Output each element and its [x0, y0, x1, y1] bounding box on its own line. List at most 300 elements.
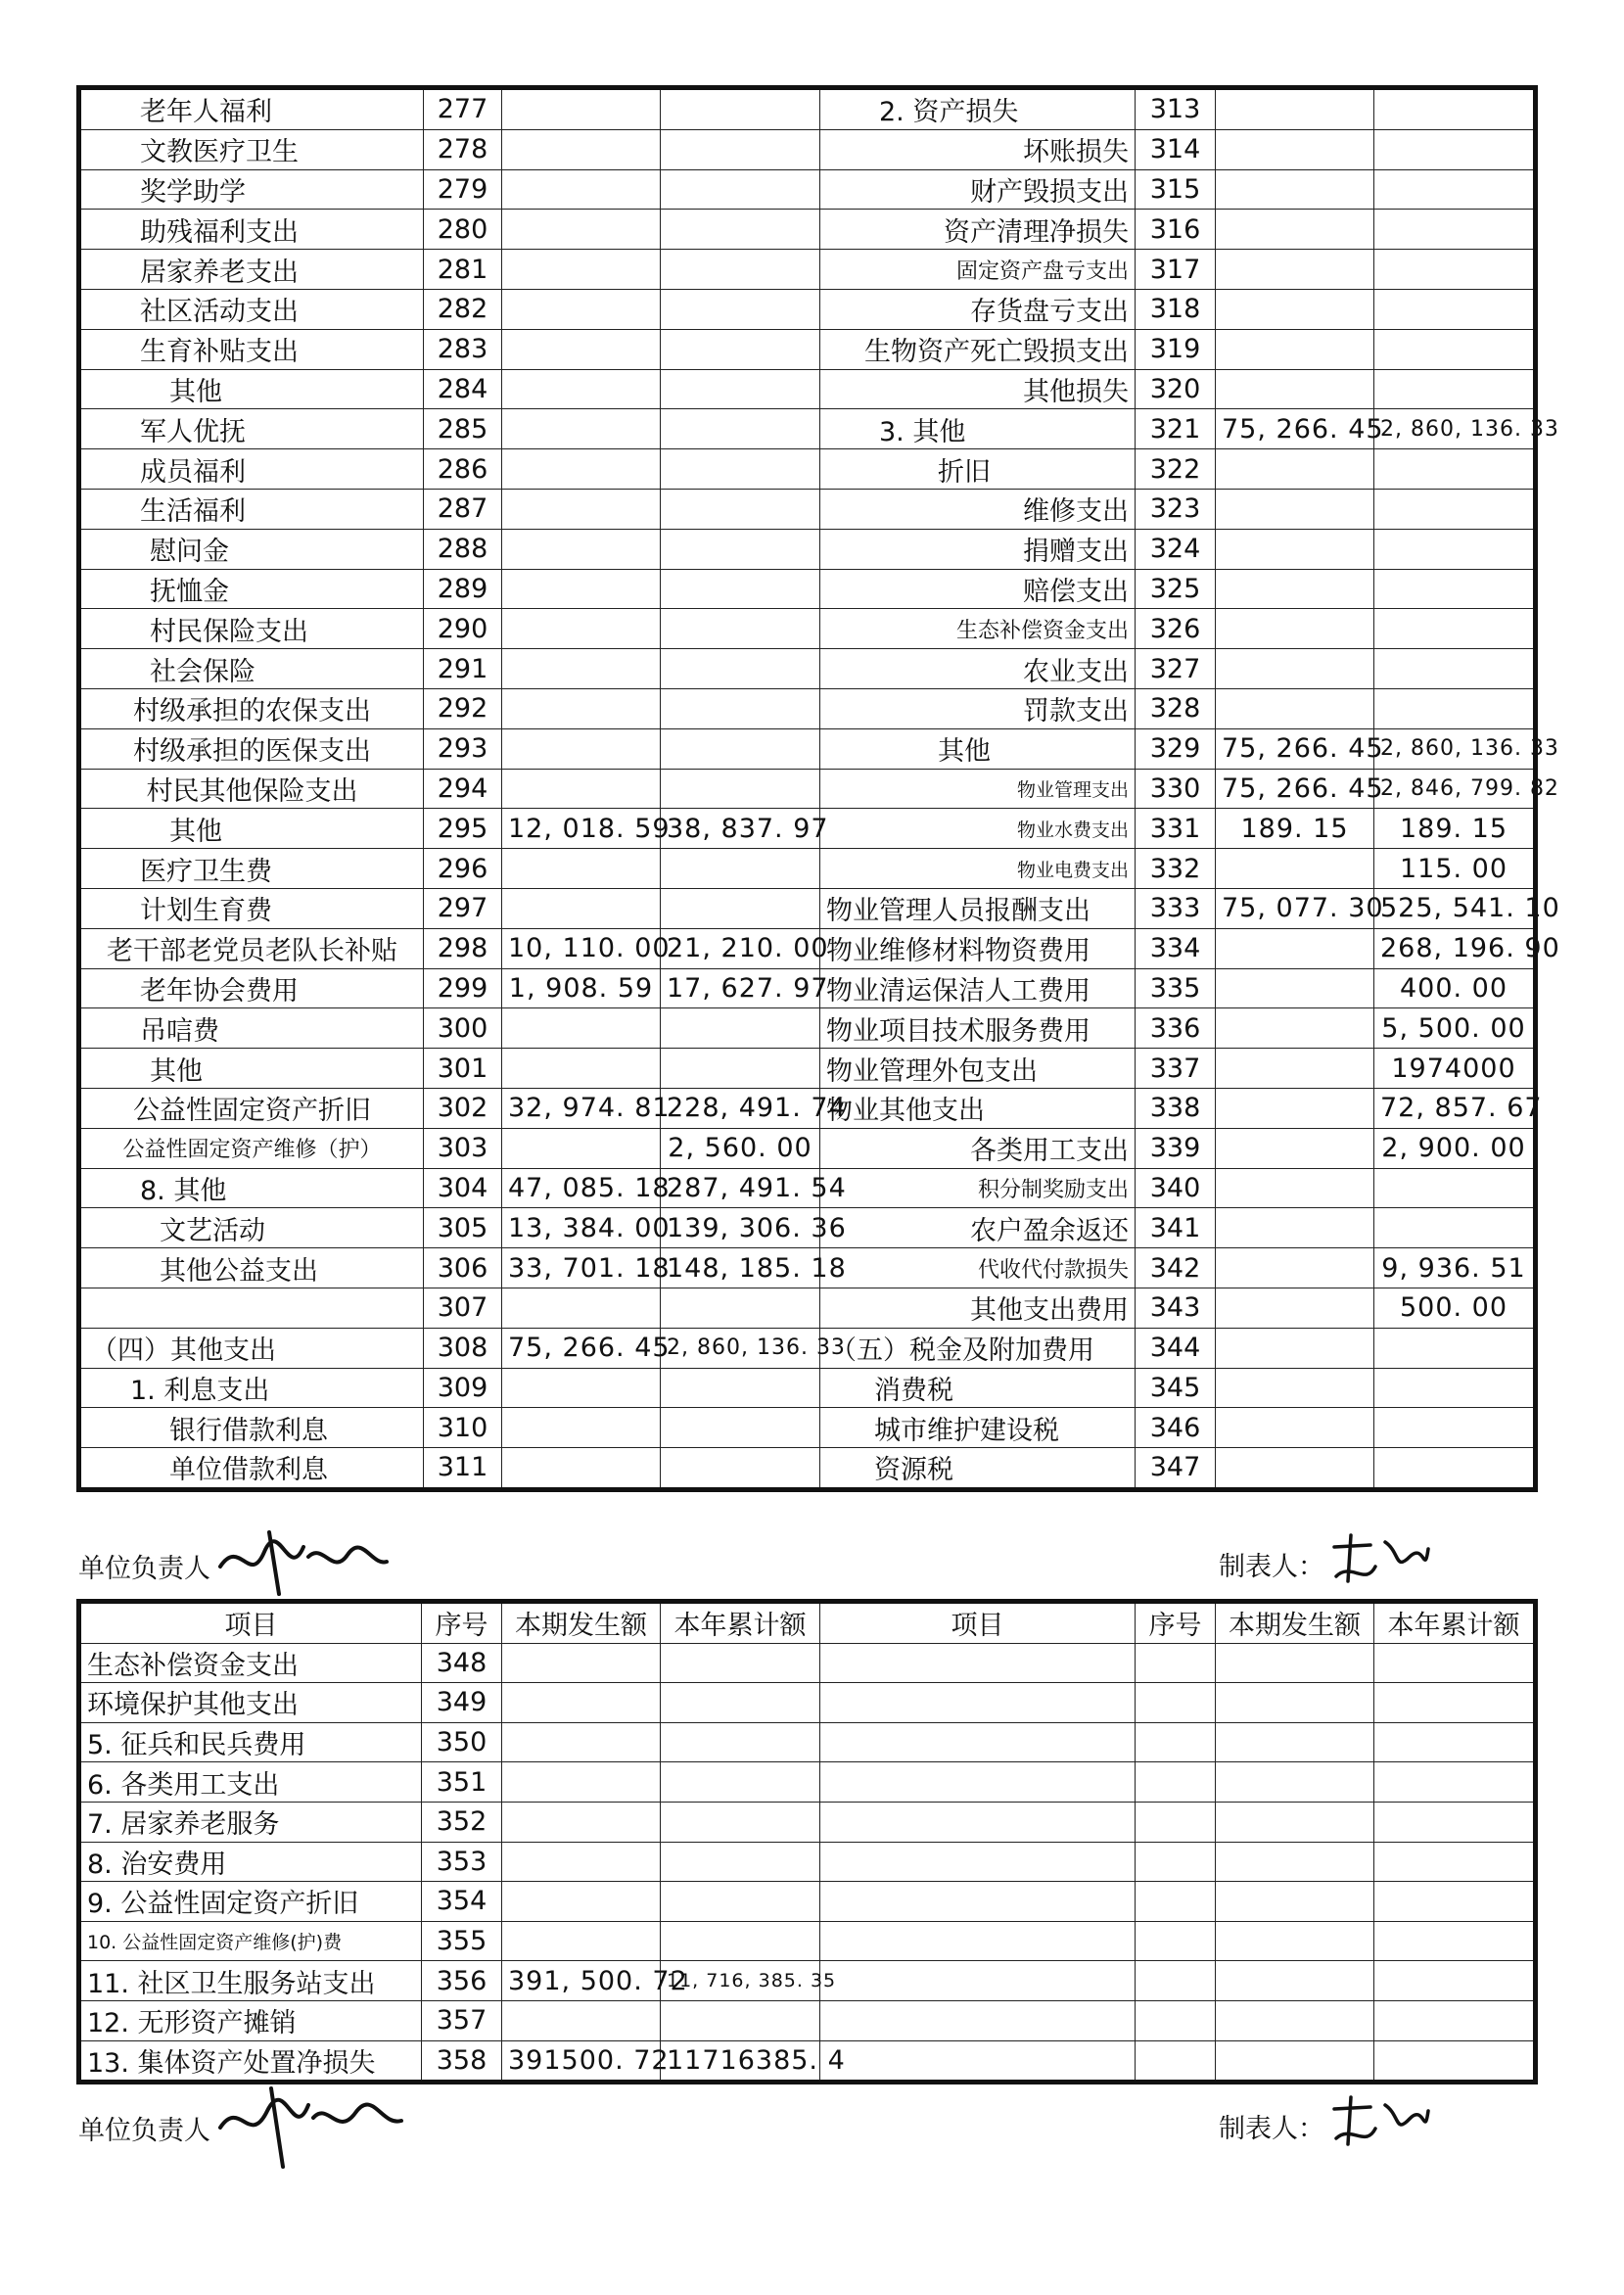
right-item-name: 物业清运保洁人工费用 [820, 968, 1136, 1008]
left-ytd-amount [661, 329, 820, 369]
table-row [79, 728, 1536, 769]
left-seq-number: 281 [424, 250, 502, 290]
right-current-amount [1216, 1802, 1374, 1842]
left-current-amount [502, 1288, 661, 1328]
left-current-amount [502, 849, 661, 889]
header-ytd-2: 本年累计额 [1374, 1602, 1536, 1644]
left-current-amount [502, 489, 661, 529]
table-row [79, 449, 1536, 490]
right-item-name [820, 2040, 1136, 2083]
signature-row-1 [0, 1527, 1624, 1596]
right-item-name: 生物资产死亡毁损支出 [820, 329, 1136, 369]
right-seq-number [1136, 1722, 1216, 1762]
right-ytd-amount [1374, 129, 1536, 169]
right-seq-number: 337 [1136, 1049, 1216, 1089]
left-ytd-amount: 228, 491. 74 [661, 1088, 820, 1128]
right-ytd-amount [1374, 250, 1536, 290]
right-ytd-amount: 2, 860, 136. 33 [1374, 409, 1536, 449]
right-seq-number: 331 [1136, 809, 1216, 849]
left-current-amount [502, 1722, 661, 1762]
left-item-name: 老干部老党员老队长补贴 [79, 928, 424, 968]
left-ytd-amount [661, 1762, 820, 1803]
left-ytd-amount [661, 649, 820, 689]
right-item-name: 物业管理支出 [820, 769, 1136, 809]
right-ytd-amount [1374, 529, 1536, 569]
right-item-name: 固定资产盘亏支出 [820, 250, 1136, 290]
right-seq-number [1136, 1842, 1216, 1882]
right-ytd-amount [1374, 1802, 1536, 1842]
table-row [79, 529, 1536, 569]
right-ytd-amount [1374, 1643, 1536, 1683]
left-current-amount [502, 409, 661, 449]
table-row [79, 409, 1536, 449]
table-row [79, 2040, 1536, 2083]
right-item-name: 物业项目技术服务费用 [820, 1008, 1136, 1049]
right-seq-number [1136, 1762, 1216, 1803]
right-seq-number: 322 [1136, 449, 1216, 490]
right-current-amount [1216, 1049, 1374, 1089]
right-current-amount [1216, 1368, 1374, 1408]
left-item-name: 助残福利支出 [79, 210, 424, 250]
table-row [79, 1921, 1536, 1961]
left-current-amount [502, 1882, 661, 1922]
left-seq-number: 306 [424, 1248, 502, 1288]
right-current-amount [1216, 88, 1374, 130]
left-seq-number: 305 [424, 1208, 502, 1248]
table-row [79, 250, 1536, 290]
left-ytd-amount: 21, 210. 00 [661, 928, 820, 968]
left-item-name: 公益性固定资产维修（护） [79, 1128, 424, 1168]
left-ytd-amount [661, 1288, 820, 1328]
right-current-amount [1216, 688, 1374, 728]
right-current-amount [1216, 2000, 1374, 2040]
table-row [79, 489, 1536, 529]
right-current-amount [1216, 369, 1374, 409]
right-seq-number: 339 [1136, 1128, 1216, 1168]
preparer-label: 制表人： [1219, 1552, 1324, 1582]
left-seq-number: 351 [422, 1762, 502, 1803]
left-item-name: 老年人福利 [79, 88, 424, 130]
left-seq-number: 296 [424, 849, 502, 889]
right-seq-number: 342 [1136, 1248, 1216, 1288]
left-current-amount [502, 1683, 661, 1723]
table-row [79, 928, 1536, 968]
left-item-name: 环境保护其他支出 [79, 1683, 422, 1723]
left-ytd-amount: 287, 491. 54 [661, 1168, 820, 1208]
right-item-name [820, 1722, 1136, 1762]
right-seq-number: 333 [1136, 888, 1216, 928]
table-row [79, 88, 1536, 130]
left-ytd-amount [661, 250, 820, 290]
left-ytd-amount: 139, 306. 36 [661, 1208, 820, 1248]
left-item-name: 生育补贴支出 [79, 329, 424, 369]
left-item-name: 7. 居家养老服务 [79, 1802, 422, 1842]
right-ytd-amount [1374, 369, 1536, 409]
left-current-amount: 391, 500. 72 [502, 1961, 661, 2001]
left-current-amount [502, 1128, 661, 1168]
left-current-amount [502, 1762, 661, 1803]
right-current-amount [1216, 1248, 1374, 1288]
left-ytd-amount [661, 449, 820, 490]
left-item-name: 生活福利 [79, 489, 424, 529]
left-item-name: 社会保险 [79, 649, 424, 689]
right-current-amount [1216, 1762, 1374, 1803]
right-item-name: （五）税金及附加费用 [820, 1328, 1136, 1368]
right-item-name [820, 1842, 1136, 1882]
left-item-name: （四）其他支出 [79, 1328, 424, 1368]
left-current-amount [502, 769, 661, 809]
right-current-amount [1216, 449, 1374, 490]
right-current-amount [1216, 849, 1374, 889]
table-row [79, 809, 1536, 849]
left-current-amount [502, 1368, 661, 1408]
left-item-name: 老年协会费用 [79, 968, 424, 1008]
right-ytd-amount [1374, 449, 1536, 490]
left-ytd-amount [661, 728, 820, 769]
left-seq-number: 310 [424, 1408, 502, 1448]
right-item-name: 财产毁损支出 [820, 169, 1136, 210]
left-ytd-amount [661, 88, 820, 130]
left-seq-number: 300 [424, 1008, 502, 1049]
right-ytd-amount [1374, 1683, 1536, 1723]
right-item-name [820, 1802, 1136, 1842]
table-row [79, 1168, 1536, 1208]
left-seq-number: 353 [422, 1842, 502, 1882]
right-seq-number: 314 [1136, 129, 1216, 169]
right-current-amount: 75, 266. 45 [1216, 409, 1374, 449]
right-item-name: 资源税 [820, 1448, 1136, 1490]
right-current-amount [1216, 1882, 1374, 1922]
right-current-amount [1216, 1168, 1374, 1208]
table-row [79, 1248, 1536, 1288]
left-seq-number: 285 [424, 409, 502, 449]
header-item: 项目 [79, 1602, 422, 1644]
left-current-amount: 391500. 72 [502, 2040, 661, 2083]
left-ytd-amount [661, 2000, 820, 2040]
preparer-signature-2 [1326, 2087, 1434, 2156]
right-seq-number: 334 [1136, 928, 1216, 968]
left-seq-number: 292 [424, 688, 502, 728]
left-current-amount [502, 529, 661, 569]
left-seq-number: 356 [422, 1961, 502, 2001]
left-ytd-amount [661, 1008, 820, 1049]
right-seq-number [1136, 1643, 1216, 1683]
right-current-amount [1216, 2040, 1374, 2083]
right-item-name: 物业维修材料物资费用 [820, 928, 1136, 968]
right-seq-number: 344 [1136, 1328, 1216, 1368]
left-current-amount: 47, 085. 18 [502, 1168, 661, 1208]
right-ytd-amount [1374, 2040, 1536, 2083]
left-current-amount [502, 1921, 661, 1961]
table-row [79, 1802, 1536, 1842]
left-item-name [79, 1288, 424, 1328]
left-current-amount: 12, 018. 59 [502, 809, 661, 849]
left-current-amount [502, 888, 661, 928]
right-ytd-amount [1374, 688, 1536, 728]
unit-head-label: 单位负责人 [78, 1554, 210, 1584]
table-row [79, 1008, 1536, 1049]
left-item-name: 村民保险支出 [79, 609, 424, 649]
left-item-name: 慰问金 [79, 529, 424, 569]
right-ytd-amount [1374, 1448, 1536, 1490]
left-current-amount [502, 649, 661, 689]
table-row [79, 769, 1536, 809]
left-seq-number: 355 [422, 1921, 502, 1961]
right-ytd-amount [1374, 609, 1536, 649]
left-seq-number: 302 [424, 1088, 502, 1128]
bottom-ledger-body [79, 1643, 1536, 2083]
right-item-name: 物业其他支出 [820, 1088, 1136, 1128]
right-ytd-amount: 72, 857. 67 [1374, 1088, 1536, 1128]
right-item-name: 积分制奖励支出 [820, 1168, 1136, 1208]
right-item-name: 农业支出 [820, 649, 1136, 689]
left-seq-number: 283 [424, 329, 502, 369]
right-ytd-amount [1374, 289, 1536, 329]
left-current-amount [502, 1802, 661, 1842]
left-item-name: 11. 社区卫生服务站支出 [79, 1961, 422, 2001]
left-seq-number: 282 [424, 289, 502, 329]
unit-head-signature [210, 1527, 406, 1596]
table-row [79, 129, 1536, 169]
table-row [79, 1762, 1536, 1803]
right-seq-number: 338 [1136, 1088, 1216, 1128]
left-ytd-amount [661, 688, 820, 728]
right-ytd-amount [1374, 1842, 1536, 1882]
right-item-name [820, 1921, 1136, 1961]
right-seq-number: 336 [1136, 1008, 1216, 1049]
left-ytd-amount: 2, 560. 00 [661, 1128, 820, 1168]
right-current-amount: 75, 077. 30 [1216, 888, 1374, 928]
right-current-amount [1216, 968, 1374, 1008]
right-ytd-amount [1374, 169, 1536, 210]
table-row [79, 1683, 1536, 1723]
right-current-amount [1216, 1008, 1374, 1049]
left-ytd-amount [661, 1722, 820, 1762]
right-seq-number: 319 [1136, 329, 1216, 369]
left-current-amount [502, 1643, 661, 1683]
right-current-amount [1216, 1288, 1374, 1328]
table-row [79, 1842, 1536, 1882]
right-ytd-amount: 5, 500. 00 [1374, 1008, 1536, 1049]
left-seq-number: 290 [424, 609, 502, 649]
left-item-name: 吊唁费 [79, 1008, 424, 1049]
left-ytd-amount: 11716385. 4 [661, 2040, 820, 2083]
right-item-name: 罚款支出 [820, 688, 1136, 728]
left-item-name: 奖学助学 [79, 169, 424, 210]
right-current-amount [1216, 250, 1374, 290]
left-current-amount [502, 88, 661, 130]
left-seq-number: 348 [422, 1643, 502, 1683]
right-current-amount [1216, 1408, 1374, 1448]
table-row [79, 609, 1536, 649]
right-ytd-amount [1374, 1368, 1536, 1408]
table-row [79, 1328, 1536, 1368]
right-item-name: 赔偿支出 [820, 569, 1136, 609]
right-item-name: 坏账损失 [820, 129, 1136, 169]
left-current-amount [502, 169, 661, 210]
left-ytd-amount [661, 529, 820, 569]
right-item-name: 其他 [820, 728, 1136, 769]
right-current-amount [1216, 1448, 1374, 1490]
left-seq-number: 307 [424, 1288, 502, 1328]
right-ytd-amount: 9, 936. 51 [1374, 1248, 1536, 1288]
left-seq-number: 357 [422, 2000, 502, 2040]
right-seq-number: 320 [1136, 369, 1216, 409]
right-seq-number [1136, 1921, 1216, 1961]
right-ytd-amount [1374, 210, 1536, 250]
table-row [79, 888, 1536, 928]
left-ytd-amount [661, 769, 820, 809]
left-ytd-amount [661, 1643, 820, 1683]
left-ytd-amount [661, 289, 820, 329]
right-item-name: 其他支出费用 [820, 1288, 1136, 1328]
right-seq-number: 313 [1136, 88, 1216, 130]
left-seq-number: 354 [422, 1882, 502, 1922]
left-item-name: 10. 公益性固定资产维修(护)费 [79, 1921, 422, 1961]
left-current-amount: 13, 384. 00 [502, 1208, 661, 1248]
right-current-amount [1216, 289, 1374, 329]
right-current-amount [1216, 210, 1374, 250]
right-ytd-amount [1374, 1408, 1536, 1448]
left-current-amount [502, 1448, 661, 1490]
header-current-2: 本期发生额 [1216, 1602, 1374, 1644]
header-current: 本期发生额 [502, 1602, 661, 1644]
right-ytd-amount [1374, 1208, 1536, 1248]
right-current-amount [1216, 1128, 1374, 1168]
left-seq-number: 352 [422, 1802, 502, 1842]
right-item-name [820, 1961, 1136, 2001]
left-item-name: 其他 [79, 369, 424, 409]
right-ytd-amount: 2, 860, 136. 33 [1374, 728, 1536, 769]
left-ytd-amount [661, 888, 820, 928]
left-seq-number: 284 [424, 369, 502, 409]
right-current-amount [1216, 569, 1374, 609]
left-item-name: 文艺活动 [79, 1208, 424, 1248]
right-seq-number: 347 [1136, 1448, 1216, 1490]
table-row [79, 169, 1536, 210]
right-ytd-amount [1374, 1722, 1536, 1762]
left-current-amount [502, 569, 661, 609]
left-item-name: 8. 治安费用 [79, 1842, 422, 1882]
left-item-name: 成员福利 [79, 449, 424, 490]
left-ytd-amount [661, 1802, 820, 1842]
left-current-amount [502, 1408, 661, 1448]
right-seq-number: 325 [1136, 569, 1216, 609]
right-item-name [820, 1683, 1136, 1723]
left-item-name: 抚恤金 [79, 569, 424, 609]
right-item-name: 维修支出 [820, 489, 1136, 529]
left-current-amount: 75, 266. 45 [502, 1328, 661, 1368]
right-item-name: 物业管理外包支出 [820, 1049, 1136, 1089]
right-ytd-amount [1374, 1168, 1536, 1208]
right-current-amount [1216, 489, 1374, 529]
right-seq-number: 327 [1136, 649, 1216, 689]
right-item-name: 其他损失 [820, 369, 1136, 409]
right-seq-number: 316 [1136, 210, 1216, 250]
right-seq-number: 318 [1136, 289, 1216, 329]
left-ytd-amount [661, 1683, 820, 1723]
right-seq-number: 345 [1136, 1368, 1216, 1408]
left-ytd-amount [661, 1842, 820, 1882]
left-item-name: 村级承担的医保支出 [79, 728, 424, 769]
right-ytd-amount [1374, 1882, 1536, 1922]
left-ytd-amount [661, 489, 820, 529]
table-row [79, 369, 1536, 409]
left-seq-number: 288 [424, 529, 502, 569]
right-current-amount [1216, 1842, 1374, 1882]
left-current-amount: 32, 974. 81 [502, 1088, 661, 1128]
left-ytd-amount [661, 1921, 820, 1961]
header-ytd: 本年累计额 [661, 1602, 820, 1644]
right-current-amount [1216, 1683, 1374, 1723]
right-current-amount [1216, 928, 1374, 968]
right-current-amount [1216, 1328, 1374, 1368]
right-item-name [820, 2000, 1136, 2040]
left-ytd-amount [661, 609, 820, 649]
right-seq-number: 317 [1136, 250, 1216, 290]
right-item-name: 物业管理人员报酬支出 [820, 888, 1136, 928]
left-item-name: 其他公益支出 [79, 1248, 424, 1288]
left-item-name: 计划生育费 [79, 888, 424, 928]
right-current-amount: 75, 266. 45 [1216, 769, 1374, 809]
left-item-name: 6. 各类用工支出 [79, 1762, 422, 1803]
right-item-name [820, 1643, 1136, 1683]
left-ytd-amount [661, 569, 820, 609]
left-seq-number: 295 [424, 809, 502, 849]
right-item-name [820, 1882, 1136, 1922]
right-seq-number [1136, 1961, 1216, 2001]
left-item-name: 1. 利息支出 [79, 1368, 424, 1408]
left-item-name: 村级承担的农保支出 [79, 688, 424, 728]
table-row [79, 1722, 1536, 1762]
right-seq-number: 328 [1136, 688, 1216, 728]
left-current-amount [502, 1008, 661, 1049]
left-item-name: 8. 其他 [79, 1168, 424, 1208]
left-seq-number: 298 [424, 928, 502, 968]
left-seq-number: 291 [424, 649, 502, 689]
right-ytd-amount [1374, 329, 1536, 369]
right-item-name: 捐赠支出 [820, 529, 1136, 569]
right-ytd-amount [1374, 1921, 1536, 1961]
left-item-name: 其他 [79, 809, 424, 849]
left-item-name: 村民其他保险支出 [79, 769, 424, 809]
table-row [79, 210, 1536, 250]
right-current-amount [1216, 1643, 1374, 1683]
right-ytd-amount: 400. 00 [1374, 968, 1536, 1008]
table-row [79, 1288, 1536, 1328]
right-seq-number: 341 [1136, 1208, 1216, 1248]
right-item-name: 生态补偿资金支出 [820, 609, 1136, 649]
right-item-name: 农户盈余返还 [820, 1208, 1136, 1248]
left-ytd-amount: 148, 185. 18 [661, 1248, 820, 1288]
top-ledger-table [76, 85, 1560, 1492]
right-ytd-amount: 525, 541. 10 [1374, 888, 1536, 928]
right-item-name: 存货盘亏支出 [820, 289, 1136, 329]
left-current-amount [502, 609, 661, 649]
right-item-name: 物业水费支出 [820, 809, 1136, 849]
left-seq-number: 286 [424, 449, 502, 490]
unit-head-signature-2 [210, 2084, 426, 2172]
right-ytd-amount [1374, 569, 1536, 609]
right-item-name: 3. 其他 [820, 409, 1136, 449]
left-seq-number: 279 [424, 169, 502, 210]
right-current-amount [1216, 1722, 1374, 1762]
table-row [79, 289, 1536, 329]
header-seq: 序号 [422, 1602, 502, 1644]
left-seq-number: 301 [424, 1049, 502, 1089]
table-row [79, 968, 1536, 1008]
header-item-2: 项目 [820, 1602, 1136, 1644]
